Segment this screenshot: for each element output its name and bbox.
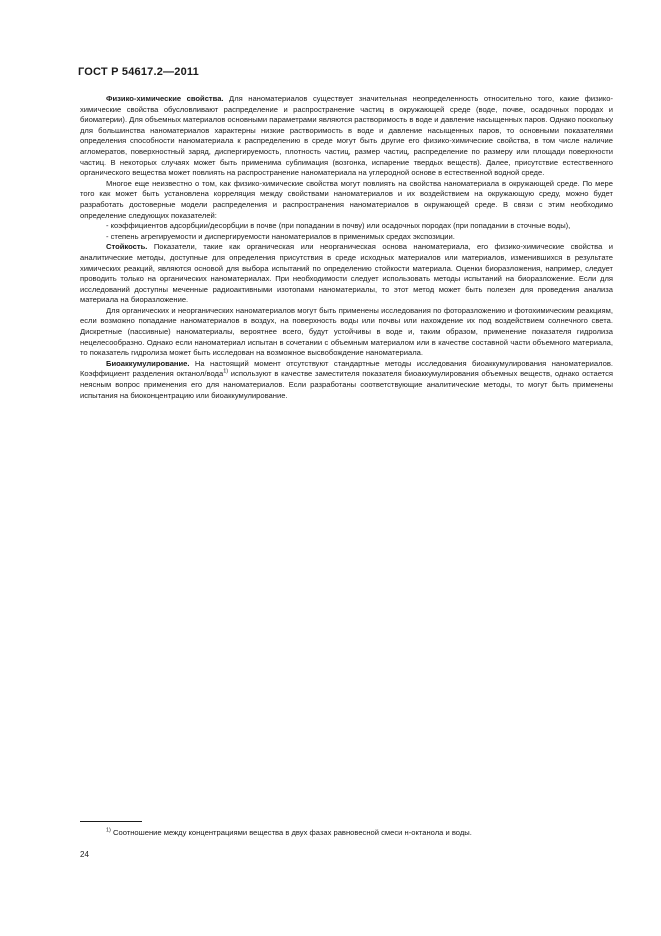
paragraph-bioaccumulation <box>80 359 613 401</box>
paragraph-text: Показатели, такие как органическая или неорганическая основа наноматериала, его физико-химические свойства и аналитические методы, доступные для определения присутствия в среде исходных материалов или материалов, изменившихся в результате химических реакций, являются основой для выбора испытаний по определению стойкости материала. Оценки биоразложения, например, следует проводить только на органических наноматериалах. При необходимости следует использовать методы испытаний на биоразложение. Если для исследований доступны меченные радиоактивными изотопами наноматериалы, то этот метод может быть полезен для проведения анализа материала на биоразложение. <box>80 242 613 305</box>
main-text <box>80 94 613 401</box>
footnote <box>106 828 616 838</box>
footnote-text: Соотношение между концентрациями вещества в двух фазах равновесной смеси н-октанола и воды. <box>110 828 472 837</box>
paragraph-text: используют в качестве заместителя показателя биоаккумулирования объемных веществ, однако остается неясным вопрос применения его для наноматериалов. Если разработаны соответствующие аналитические методы, то могут быть применены испытания на биоконцентрацию или биоаккумулирование. <box>80 369 613 400</box>
paragraph-text: На настоящий момент отсутствуют стандартные методы исследования биоаккумулирования наноматериалов. Коэффициент разделения октанол/вода <box>80 358 613 379</box>
paragraph-text: Для наноматериалов существует значительная неопределенность относительно того, какие физико-химические свойства обусловливают распределение и распространение частиц в окружающей среде (воде, почве, осадочных породах и биоматерии). Для объемных материалов основными параметрами являются растворимость в воде и давление насыщенных паров. Однако поскольку для большинства наноматериалов характерны низкие растворимость в воде и давление насыщенных паров, то основными показателями определения способности наноматериала к распределению в среде могут быть другие его физико-химические свойства, в том числе наличие агломератов, поверхностный заряд, диспергируемость, плотность частиц, размер частиц, распределение по размеру или площади поверхности частиц. В некоторых случаях может быть применима сублимация (возгонка, испарение твердых веществ). Далее, присутствие естественного органического вещества может повлиять на распространение наноматериала на углеродной основе в естественной водной среде. <box>80 94 613 178</box>
page-number: 24 <box>80 850 89 859</box>
list-item-text: - степень агрегируемости и диспергируемости наноматериалов в применимых средах экспозиции. <box>106 231 455 241</box>
document-header: ГОСТ Р 54617.2—2011 <box>78 66 199 78</box>
paragraph-physchem <box>80 94 613 179</box>
paragraph-text: Для органических и неорганических наноматериалов могут быть применены исследования по фоторазложению и фотохимическим реакциям, если возможно попадание наноматериалов в воздух, на поверхность воды или почвы или нахождение их под воздействием солнечного света. Дискретные (пассивные) наноматериалы, вероятнее всего, будут устойчивы в воде и, таким образом, применение показателя гидролиза нецелесообразно. Однако если наноматериал испытан в сочетании с объемным материалом или в качестве составной части объемного материала, то показатель гидролиза может быть исследован на возможное высвобождение наноматериала. <box>80 305 613 358</box>
footnote-divider <box>80 821 142 822</box>
list-item <box>80 221 613 232</box>
paragraph-persistence <box>80 242 613 306</box>
paragraph-heading: Стойкость. <box>106 242 148 252</box>
paragraph-text: Многое еще неизвестно о том, как физико-химические свойства могут повлиять на свойства наноматериала в окружающей среде. По мере того как может быть установлена корреляция между свойствами наноматериалов и их воздействием на окружающую среду, можно будет разработать достоверные модели распределения и распространения наноматериалов в окружающей среде. В связи с этим необходимо определение следующих показателей: <box>80 178 613 220</box>
footnote-reference[interactable]: 1) <box>223 368 229 375</box>
footnote-marker: 1) <box>106 827 111 834</box>
paragraph-photodegradation <box>80 306 613 359</box>
list-item-text: - коэффициентов адсорбции/десорбции в почве (при попадании в почву) или осадочных породах (при попадании в сточные воды), <box>106 221 571 231</box>
list-item <box>80 232 613 243</box>
paragraph-heading: Физико-химические свойства. <box>106 94 224 103</box>
paragraph-heading: Биоаккумулирование. <box>106 358 190 368</box>
paragraph-unknowns <box>80 179 613 221</box>
